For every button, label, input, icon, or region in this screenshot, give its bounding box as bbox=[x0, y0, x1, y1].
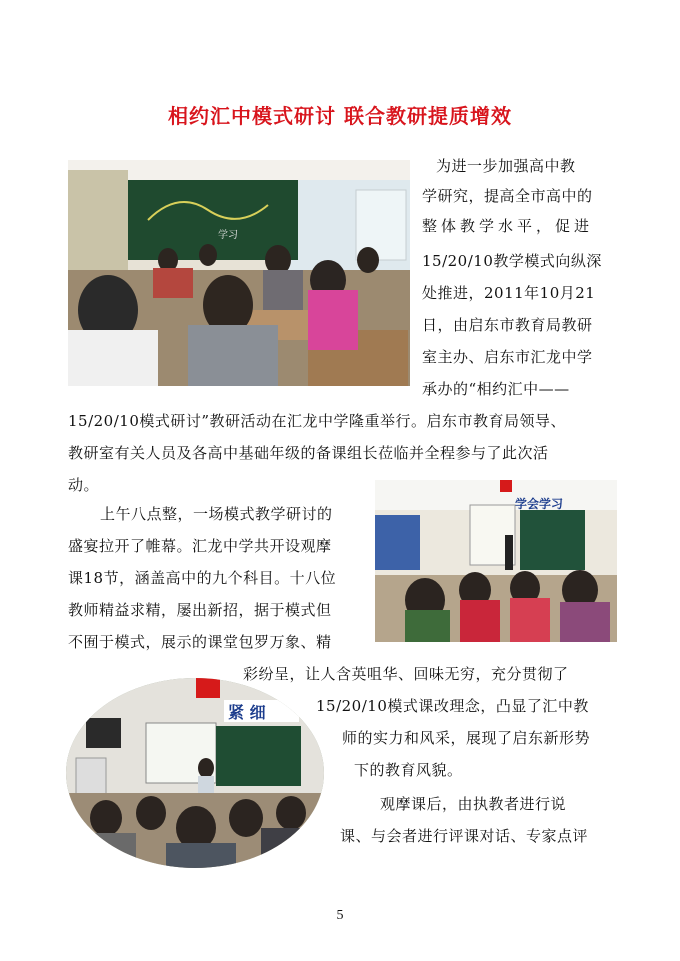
paragraph-1-line: 教研室有关人员及各高中基础年级的备课组长莅临并全程参与了此次活 bbox=[68, 444, 549, 462]
classroom-illustration bbox=[68, 160, 410, 386]
lecture-illustration bbox=[66, 678, 324, 868]
paragraph-3-line: 课、与会者进行评课对话、专家点评 bbox=[340, 827, 589, 845]
paragraph-2-line: 课18节，涵盖高中的九个科目。十八位 bbox=[68, 569, 337, 587]
paragraph-1-line: 处推进，2011年10月21 bbox=[422, 284, 596, 302]
paragraph-1-line: 为进一步加强高中教 bbox=[436, 157, 576, 175]
paragraph-2-line: 彩纷呈，让人含英咀华、回味无穷，充分贯彻了 bbox=[243, 665, 569, 683]
paragraph-2-line: 教师精益求精，屡出新招，据于模式但 bbox=[68, 601, 332, 619]
paragraph-1-line: 承办的“相约汇中—— bbox=[422, 380, 570, 398]
paragraph-2-line: 不囿于模式，展示的课堂包罗万象、精 bbox=[68, 633, 332, 651]
classroom-photo-3 bbox=[66, 678, 324, 868]
page-number: 5 bbox=[336, 908, 344, 923]
paragraph-1-line: 日，由启东市教育局教研 bbox=[422, 316, 593, 334]
paragraph-2-line: 15/20/10模式课改理念，凸显了汇中教 bbox=[316, 697, 589, 715]
page-title: 相约汇中模式研讨 联合教研提质增效 bbox=[168, 104, 512, 128]
mid-banner: 学会学习 bbox=[515, 497, 564, 511]
bottom-banner: 紧 细 bbox=[228, 703, 266, 722]
classroom-photo-2 bbox=[375, 480, 617, 642]
classroom-photo-1 bbox=[68, 160, 410, 386]
paragraph-1-line: 整体教学水平，促进 bbox=[422, 217, 594, 235]
paragraph-2-line: 下的教育风貌。 bbox=[354, 761, 463, 779]
paragraph-2-line: 师的实力和风采，展现了启东新形势 bbox=[342, 729, 591, 747]
paragraph-1-line: 15/20/10模式研讨”教研活动在汇龙中学隆重举行。启东市教育局领导、 bbox=[68, 412, 567, 430]
paragraph-1-line: 15/20/10教学模式向纵深 bbox=[422, 252, 602, 270]
board-banner: 学习 bbox=[218, 230, 238, 241]
paragraph-3-line: 观摩课后，由执教者进行说 bbox=[380, 795, 567, 813]
presentation-illustration bbox=[375, 480, 617, 642]
paragraph-1-line: 动。 bbox=[68, 476, 100, 494]
paragraph-2-line: 上午八点整，一场模式教学研讨的 bbox=[100, 505, 333, 523]
paragraph-1-line: 学研究，提高全市高中的 bbox=[422, 187, 593, 205]
paragraph-2-line: 盛宴拉开了帷幕。汇龙中学共开设观摩 bbox=[68, 537, 332, 555]
paragraph-1-line: 室主办、启东市汇龙中学 bbox=[422, 348, 593, 366]
